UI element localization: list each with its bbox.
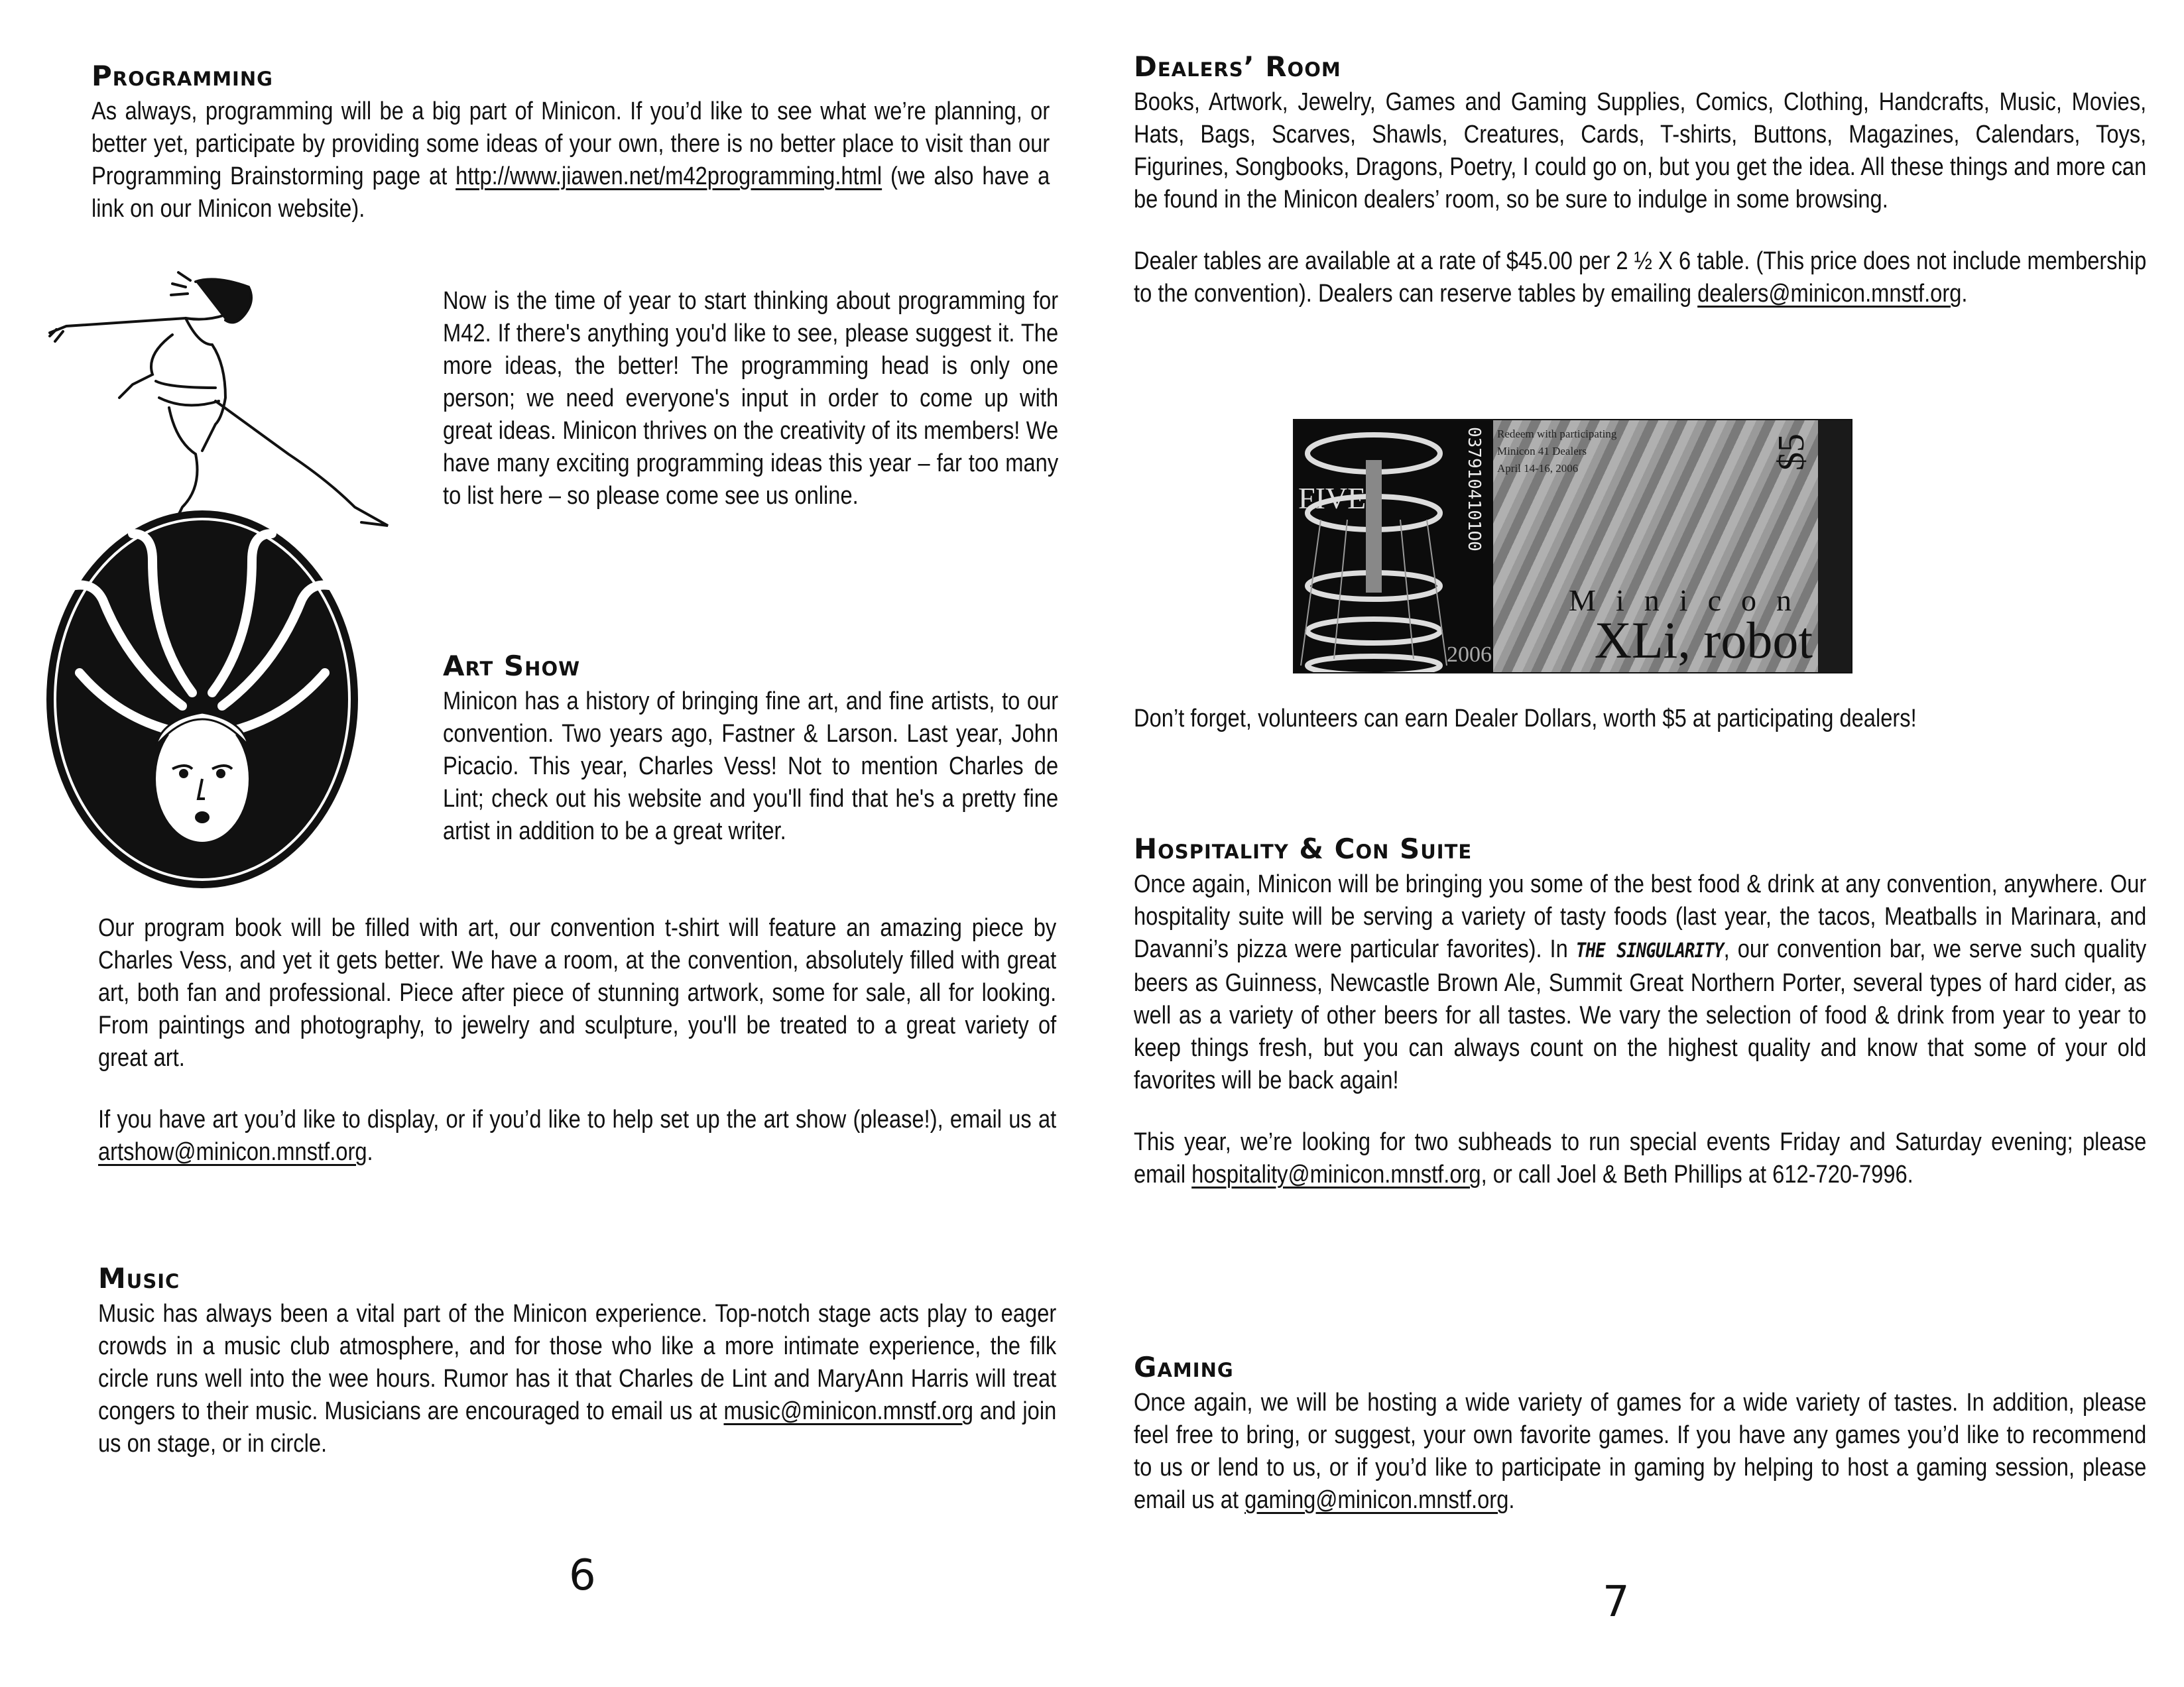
text: This year, we’re looking for two subheads to run special events Friday and Saturday evening; please email [1134,1128,2147,1189]
section-title: Programming [91,60,273,92]
text: As always, programming will be a big part of Minicon. If you’d like to see what we’re planning, or better yet, participate by providing some ideas of your own, there is no better place to visit than our Programming Brainstorming page at [91,97,1050,191]
text: , our convention bar, we serve such quality beers as Guinness, Newcastle Brown Ale, Summit Great Northern Porter, several types of hard cider, as well as a variety of other beers for all tastes. We vary the selection of food & drink from year to year to keep things fresh, but you can always count on the highest quality and know that some of your old favorites will be back again! [1134,935,2147,1095]
dealer-dollar-fine-print [1497,426,1616,477]
section-paragraph [1134,245,2146,310]
text: . [367,1138,373,1166]
section-paragraph [98,1298,1056,1460]
fine-print-line: Redeem with participating [1497,428,1617,440]
dealer-dollar-year: 2006 [1447,642,1492,667]
section-paragraph [98,1104,1056,1169]
section-paragraph [1134,868,2146,1097]
hospitality-email-link[interactable]: hospitality@minicon.mnstf.org [1191,1161,1481,1189]
section-paragraph [1134,1126,2146,1191]
section-paragraph [1134,1387,2146,1517]
dealer-dollars-note [1134,703,2146,735]
fine-print-line: April 14-16, 2006 [1497,462,1579,475]
text: If you have art you’d like to display, or if you’d like to help set up the art show (please!), email us at [98,1106,1057,1134]
art-show-continued [98,912,1056,1169]
text: Dealer tables are available at a rate of $45.00 per 2 ½ X 6 table. (This price does not include membership to the convention). Dealers can reserve tables by emailing [1134,247,2147,308]
section-paragraph [91,95,1050,225]
text: Once again, Minicon will be bringing you some of the best food & drink at any convention, anywhere. Our hospitality suite will be serving a variety of tasty foods (last year, the tacos, Meatballs in Marinara, and Davanni’s pizza were particular favorites). In [1134,870,2147,964]
dealer-dollar-photo [1493,420,1818,672]
section-music [98,1263,1056,1460]
section-title: Hospitality & Con Suite [1134,833,1473,865]
section-art-show [443,651,1058,848]
dealers-email-link[interactable]: dealers@minicon.mnstf.org [1697,280,1962,308]
page-number: 7 [1603,1578,1630,1627]
music-email-link[interactable]: music@minicon.mnstf.org [723,1397,973,1426]
text: Once again, we will be hosting a wide variety of games for a wide variety of tastes. In addition, please feel free to bring, or suggest, your own favorite games. If you have any games you’d like to recommend to us or lend to us, or if you’d like to participate in gaming by helping to host a gaming session, please email us at [1134,1389,2147,1515]
page-7 [1092,0,2184,1687]
section-paragraph: Don’t forget, volunteers can earn Dealer Dollars, worth $5 at participating dealers! [1134,705,1917,732]
dancer-medallion-illustration [36,268,434,892]
artshow-email-link[interactable]: artshow@minicon.mnstf.org [98,1138,367,1166]
section-paragraph: Now is the time of year to start thinking about programming for M42. If there's anything you'd like to see, please suggest it. The more ideas, the better! The programming head is only one person; we need everyone's input in order to come up with great ideas. Minicon thrives on the creativity of its members! We have many exciting programming ideas this year – far too many to list here – so please come see us online. [443,287,1059,510]
section-paragraph: Our program book will be filled with art, our convention t-shirt will feature an amazing piece by Charles Vess, and yet it gets better. We have a room, at the convention, absolutely filled with great art, both fan and professional. Piece after piece of stunning artwork, some for sale, all for looking. From paintings and photography, to jewelry and sculpture, you'll be treated to a great variety of great art. [98,914,1057,1072]
dealer-dollar-brand: Minicon [1569,583,1811,617]
dealer-dollar-serial: 0379104101O0 [1464,427,1484,552]
section-programming [91,61,1050,225]
text: . [1508,1486,1515,1515]
text: (we also have a link on our Minicon website). [91,162,1050,223]
text: and join us on stage, or in circle. [98,1397,1057,1458]
dealer-dollar-left-panel [1294,420,1493,672]
programming-link[interactable]: http://www.jiawen.net/m42programming.html [455,162,882,191]
bar-name-logo: THE SINGULARITY [1575,939,1724,963]
text: . [1961,280,1968,308]
gaming-email-link[interactable]: gaming@minicon.mnstf.org [1244,1486,1509,1515]
text: Music has always been a vital part of the Minicon experience. Top-notch stage acts play to eager crowds in a music club atmosphere, and for those who like a more intimate experience, the filk circle runs well into the wee hours. Rumor has it that Charles de Lint and MaryAnn Harris will treat congers to their music. Musicians are encouraged to email us at [98,1300,1057,1426]
section-paragraph: Minicon has a history of bringing fine art, and fine artists, to our convention. Two years ago, Fastner & Larson. Last year, John Picacio. This year, Charles Vess! Not to mention Charles de Lint; check out his website and you'll find that he's a pretty fine artist in addition to be a great writer. [443,687,1059,846]
section-gaming [1134,1352,2146,1517]
section-dealers-room [1134,52,2146,310]
section-hospitality [1134,834,2146,1191]
programming-paragraph-2 [443,285,1058,512]
fine-print-line: Minicon 41 Dealers [1497,445,1587,457]
text: , or call Joel & Beth Phillips at 612-720-7996. [1481,1161,1913,1189]
dealer-dollar-denomination: $5 [1771,434,1812,471]
dealer-dollar-side-text: FIVE [1298,481,1366,515]
dealer-dollar-subtitle: XLi, robot [1594,611,1813,669]
section-title: Art Show [443,650,581,682]
section-title: Music [98,1262,180,1295]
section-title: Gaming [1134,1351,1234,1383]
section-title: Dealers’ Room [1134,50,1341,83]
page-number: 6 [569,1551,596,1600]
section-paragraph: Books, Artwork, Jewelry, Games and Gaming Supplies, Comics, Clothing, Handcrafts, Music, Movies, Hats, Bags, Scarves, Shawls, Creatures, Cards, T-shirts, Buttons, Magazines, Calendars, Toys, Figurines, Songbooks, Dragons, Poetry, I could go on, but you get the idea. All these things and more can be found in the Minicon dealers’ room, so be sure to indulge in some browsing. [1134,88,2147,214]
dealer-dollar-right-edge [1818,420,1851,672]
dealer-dollar-image [1293,419,1852,673]
